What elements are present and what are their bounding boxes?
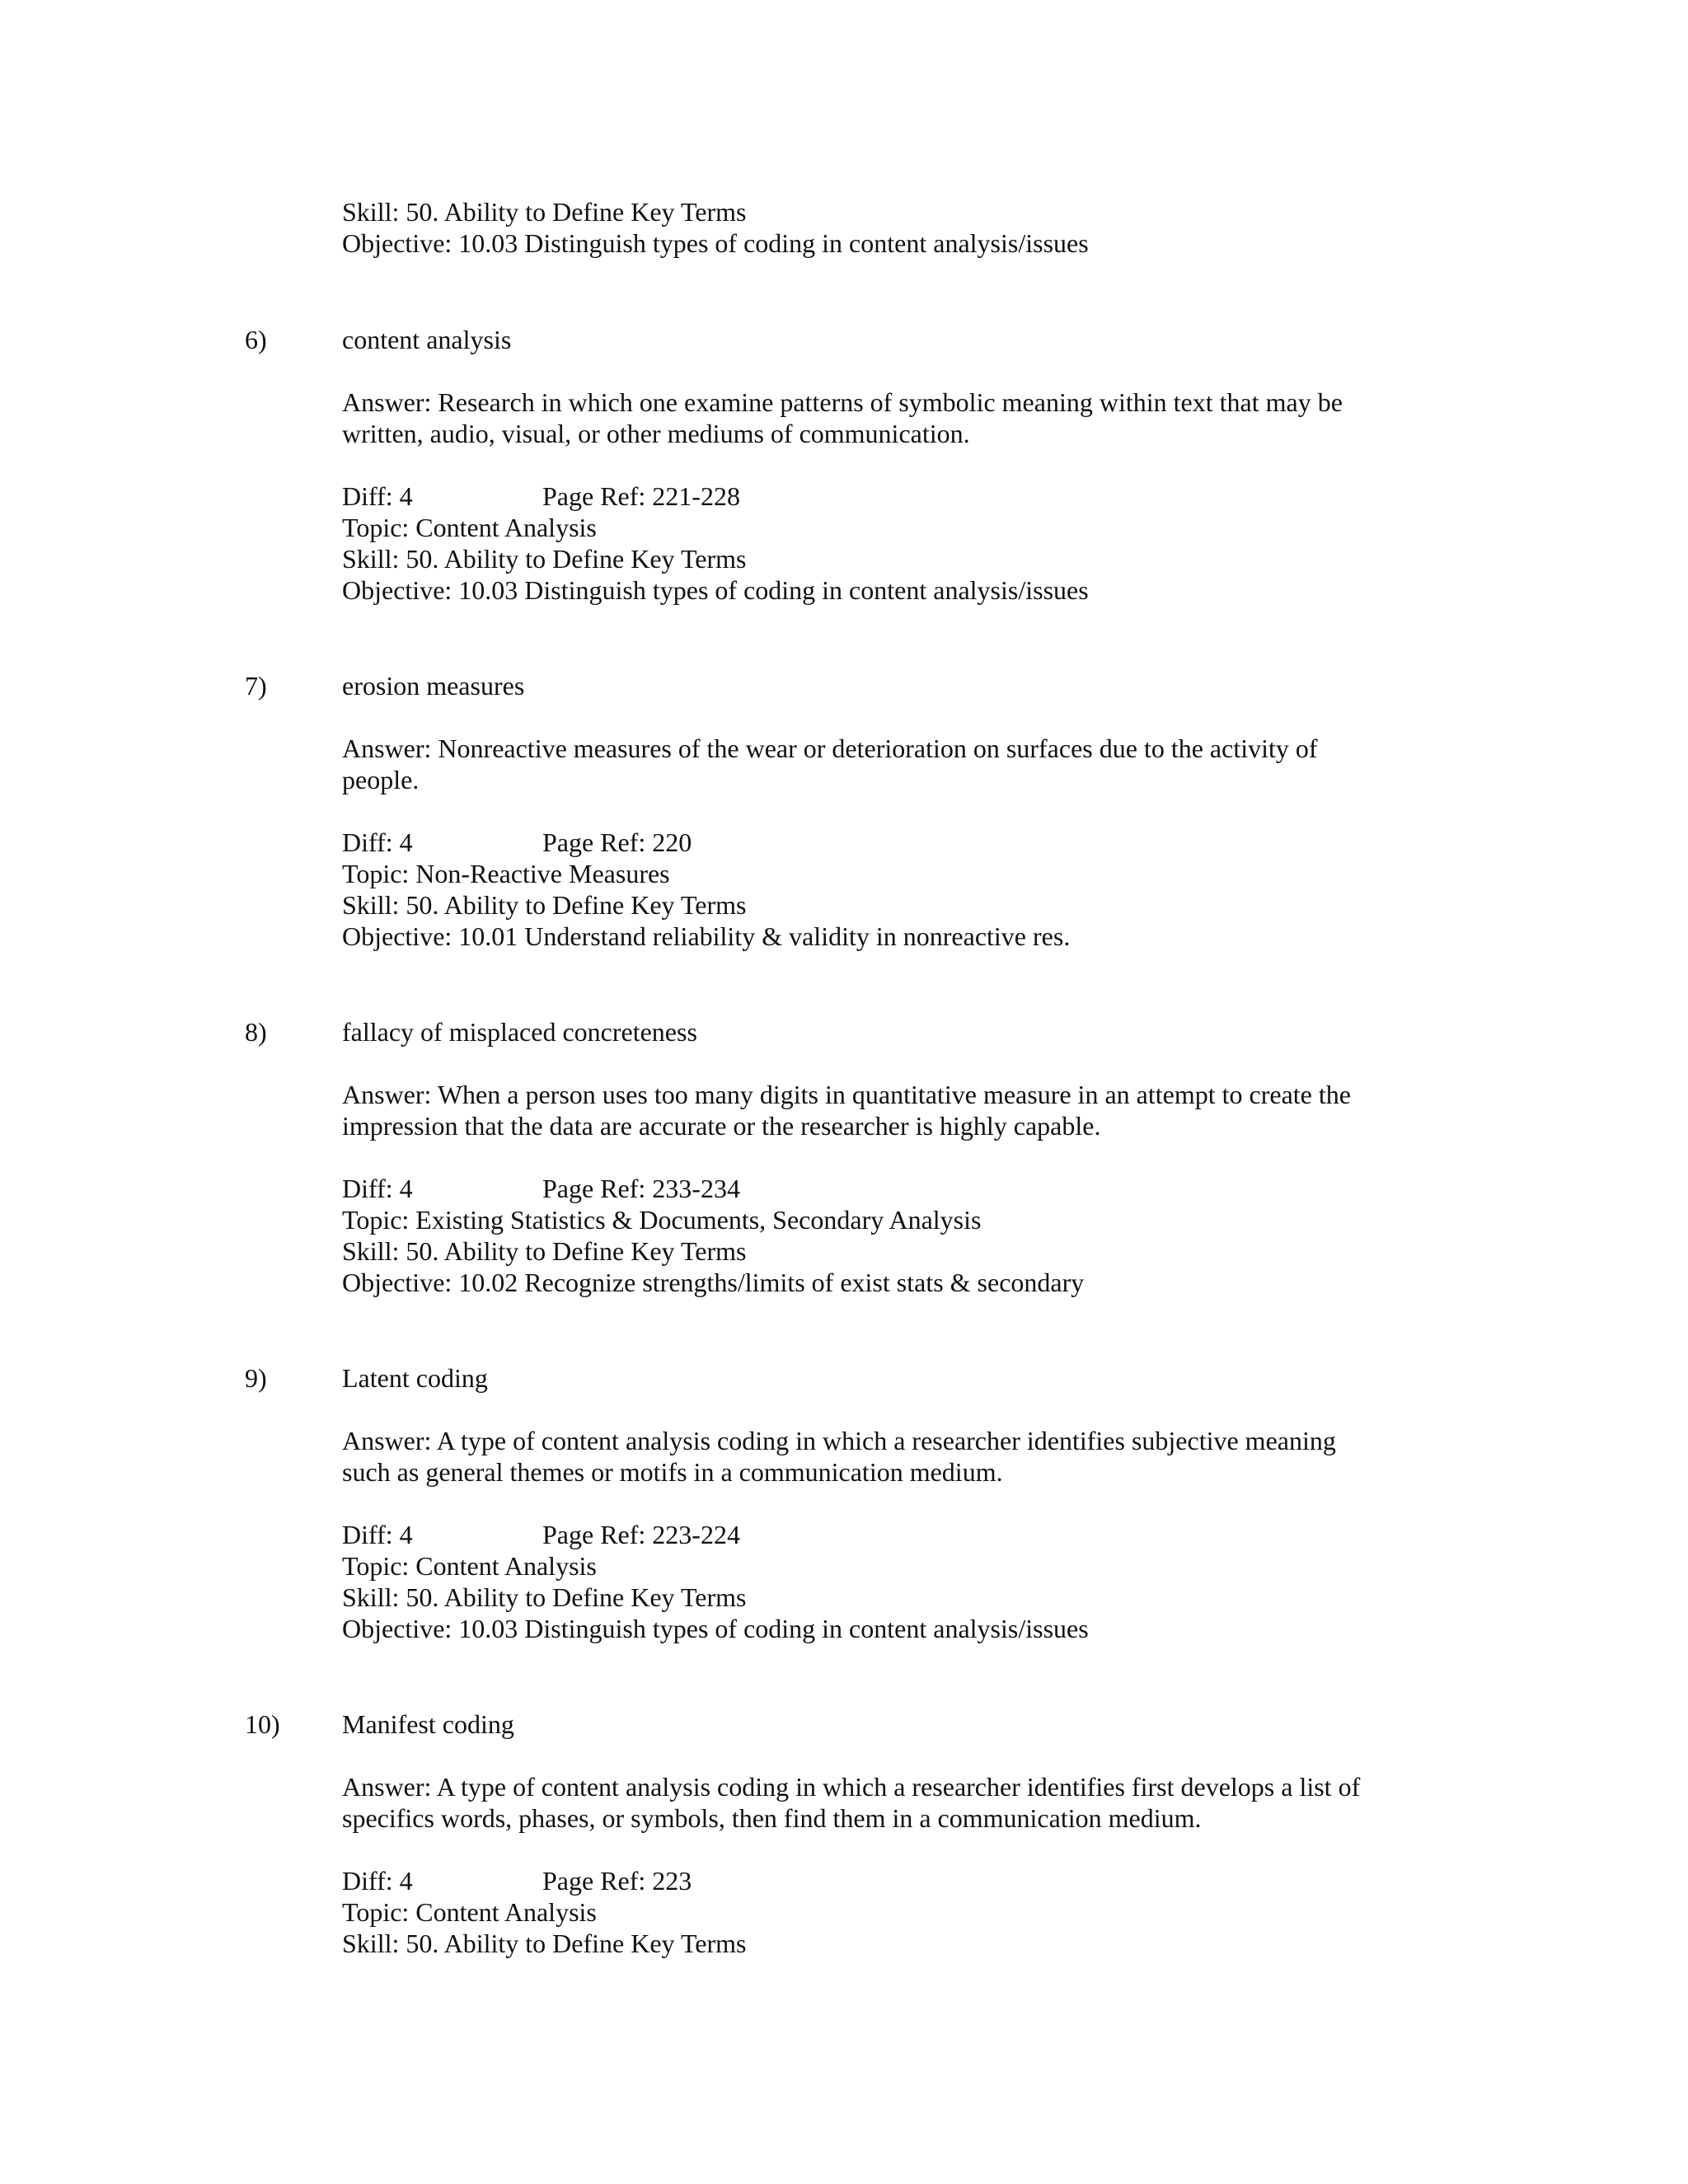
item-8-topic: Topic: Existing Statistics & Documents, Secondary Analysis bbox=[342, 1205, 982, 1235]
item-7-diff: Diff: 4 bbox=[342, 827, 413, 857]
item-10-term: Manifest coding bbox=[342, 1709, 514, 1739]
prev-item-objective: Objective: 10.03 Distinguish types of coding in content analysis/issues bbox=[342, 228, 1089, 258]
item-7-page-ref: Page Ref: 220 bbox=[542, 827, 692, 857]
item-9-answer-line2: such as general themes or motifs in a communication medium. bbox=[342, 1457, 1003, 1487]
item-8-page-ref: Page Ref: 233-234 bbox=[542, 1174, 740, 1203]
item-7-objective: Objective: 10.01 Understand reliability & validity in nonreactive res. bbox=[342, 921, 1071, 951]
item-7-term: erosion measures bbox=[342, 671, 525, 701]
item-6-number: 6) bbox=[245, 325, 267, 354]
item-7-number: 7) bbox=[245, 671, 267, 701]
item-8-term: fallacy of misplaced concreteness bbox=[342, 1017, 697, 1047]
item-6-answer-line1: Answer: Research in which one examine patterns of symbolic meaning within text that may be bbox=[342, 387, 1343, 417]
item-8-skill: Skill: 50. Ability to Define Key Terms bbox=[342, 1236, 747, 1266]
item-9-answer-line1: Answer: A type of content analysis coding in which a researcher identifies subjective meaning bbox=[342, 1426, 1336, 1455]
item-9-page-ref: Page Ref: 223-224 bbox=[542, 1520, 740, 1549]
item-9-topic: Topic: Content Analysis bbox=[342, 1551, 597, 1581]
item-9-diff: Diff: 4 bbox=[342, 1520, 413, 1549]
item-7-skill: Skill: 50. Ability to Define Key Terms bbox=[342, 890, 747, 920]
item-8-answer-line2: impression that the data are accurate or the researcher is highly capable. bbox=[342, 1111, 1101, 1141]
item-6-objective: Objective: 10.03 Distinguish types of coding in content analysis/issues bbox=[342, 575, 1089, 605]
item-8-objective: Objective: 10.02 Recognize strengths/limits of exist stats & secondary bbox=[342, 1268, 1085, 1297]
item-6-diff: Diff: 4 bbox=[342, 481, 413, 511]
item-6-term: content analysis bbox=[342, 325, 512, 354]
item-10-topic: Topic: Content Analysis bbox=[342, 1897, 597, 1927]
item-6-skill: Skill: 50. Ability to Define Key Terms bbox=[342, 544, 747, 574]
item-8-diff: Diff: 4 bbox=[342, 1174, 413, 1203]
item-9-objective: Objective: 10.03 Distinguish types of coding in content analysis/issues bbox=[342, 1614, 1089, 1643]
item-6-topic: Topic: Content Analysis bbox=[342, 513, 597, 542]
item-8-number: 8) bbox=[245, 1017, 267, 1047]
item-6-answer-line2: written, audio, visual, or other mediums of communication. bbox=[342, 419, 970, 448]
prev-item-skill: Skill: 50. Ability to Define Key Terms bbox=[342, 197, 747, 227]
item-10-diff: Diff: 4 bbox=[342, 1866, 413, 1896]
item-10-page-ref: Page Ref: 223 bbox=[542, 1866, 692, 1896]
item-10-skill: Skill: 50. Ability to Define Key Terms bbox=[342, 1929, 747, 1958]
item-6-page-ref: Page Ref: 221-228 bbox=[542, 481, 740, 511]
item-10-answer-line2: specifics words, phases, or symbols, then find them in a communication medium. bbox=[342, 1803, 1202, 1833]
item-10-number: 10) bbox=[245, 1709, 280, 1739]
item-10-answer-line1: Answer: A type of content analysis coding in which a researcher identifies first develops a list of bbox=[342, 1772, 1361, 1802]
item-7-answer-line1: Answer: Nonreactive measures of the wear or deterioration on surfaces due to the activity of bbox=[342, 733, 1318, 763]
item-7-answer-line2: people. bbox=[342, 765, 420, 794]
item-9-term: Latent coding bbox=[342, 1363, 488, 1393]
item-8-answer-line1: Answer: When a person uses too many digits in quantitative measure in an attempt to create the bbox=[342, 1080, 1351, 1109]
item-9-number: 9) bbox=[245, 1363, 267, 1393]
item-7-topic: Topic: Non-Reactive Measures bbox=[342, 859, 670, 888]
item-9-skill: Skill: 50. Ability to Define Key Terms bbox=[342, 1582, 747, 1612]
